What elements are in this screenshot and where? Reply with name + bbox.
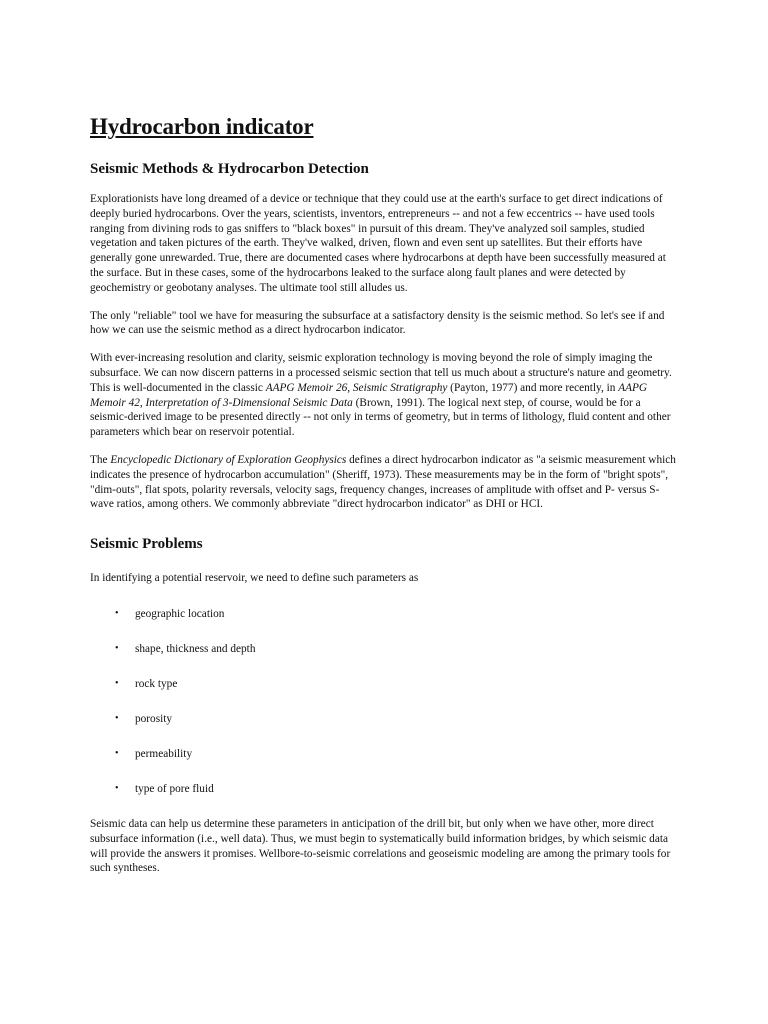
list-item-text: rock type <box>135 677 178 690</box>
page-title: Hydrocarbon indicator <box>90 114 314 139</box>
section-heading-seismic-problems: Seismic Problems <box>90 536 203 553</box>
citation-aapg-memoir-26: AAPG Memoir 26, Seismic Stratigraphy <box>265 381 448 394</box>
list-item-text: permeability <box>135 747 193 760</box>
list-item <box>90 782 680 817</box>
section-heading-seismic-methods: Seismic Methods & Hydrocarbon Detection <box>90 161 369 177</box>
list-item-text: shape, thickness and depth <box>135 642 256 655</box>
list-item-text: geographic location <box>135 607 225 620</box>
paragraph-seismic-data-help: Seismic data can help us determine these parameters in anticipation of the drill bit, but only when we have other, more direct subsurface information (i.e., well data). Thus, we must begin to systematically build information bridges, by which seismic data will provide the answers it promises. Wellbore-to-seismic correlations and geoseismic modeling are among the primary tools for such syntheses. <box>90 817 671 875</box>
document-page <box>90 112 680 889</box>
list-item <box>90 607 680 642</box>
paragraph-identifying-reservoir: In identifying a potential reservoir, we need to define such parameters as <box>90 572 419 585</box>
paragraph-explorationists: Explorationists have long dreamed of a device or technique that they could use at the earth's surface to get direct indications of deeply buried hydrocarbons. Over the years, scientists, inventors, entrepreneurs -- and not a few eccentrics -- have used tools ranging from divining rods to gas sniffers to "black boxes" in pursuit of this dream. They've analyzed soil samples, studied vegetation and taken pictures of the earth. They've walked, driven, flown and even sent up satellites. But their efforts have generally gone unrewarded. True, there are documented cases where hydrocarbons at depth have been successfully measured at the surface. But in these cases, some of the hydrocarbons leaked to the surface along fault planes and were detected by geochemistry or geobotany analyses. The ultimate tool still alludes us. <box>90 193 666 294</box>
parameter-list <box>90 607 680 817</box>
paragraph-definition-dhi <box>90 453 680 512</box>
list-item <box>90 642 680 677</box>
bullet-icon: • <box>115 782 119 794</box>
paragraph-text: defines a direct hydrocarbon indicator as "a seismic measurement which indicates the presence of hydrocarbon accumulation" (Sheriff, 1973). These measurements may be in the form of "bright spots", "dim-outs", flat spots, polarity reversals, velocity sags, frequency changes, increases of amplitude with offset and P- versus S-wave ratios, among others. We commonly abbreviate "direct hydrocarbon indicator" as DHI or HCI. <box>90 453 676 511</box>
bullet-icon: • <box>115 747 119 759</box>
citation-aapg-memoir-42: AAPG Memoir 42, Interpretation of 3-Dimensional Seismic Data <box>90 381 648 409</box>
bullet-icon: • <box>115 607 119 619</box>
paragraph-reliable-tool: The only "reliable" tool we have for measuring the subsurface at a satisfactory density is the seismic method. So let's see if and how we can use the seismic method as a direct hydrocarbon indicator. <box>90 309 665 337</box>
paragraph-text: With ever-increasing resolution and clarity, seismic exploration technology is moving beyond the role of simply imaging the subsurface. We can now discern patterns in a processed seismic section that tell us much about a structure's nature and geometry. This is well-documented in the classic <box>90 352 672 394</box>
list-item <box>90 677 680 712</box>
bullet-icon: • <box>115 642 119 654</box>
paragraph-text: The <box>90 453 111 466</box>
list-item <box>90 747 680 782</box>
bullet-icon: • <box>115 712 119 724</box>
paragraph-text: (Payton, 1977) and more recently, in <box>447 381 619 394</box>
bullet-icon: • <box>115 677 119 689</box>
paragraph-text: (Brown, 1991). The logical next step, of course, would be for a seismic-derived image to be presented directly -- not only in terms of geometry, but in terms of lithology, fluid content and other parameters which bear on reservoir potential. <box>90 396 671 439</box>
list-item <box>90 712 680 747</box>
paragraph-resolution-clarity <box>90 351 680 440</box>
list-item-text: type of pore fluid <box>135 782 214 795</box>
list-item-text: porosity <box>135 712 173 725</box>
citation-encyclopedic-dictionary: Encyclopedic Dictionary of Exploration Geophysics <box>110 453 347 466</box>
